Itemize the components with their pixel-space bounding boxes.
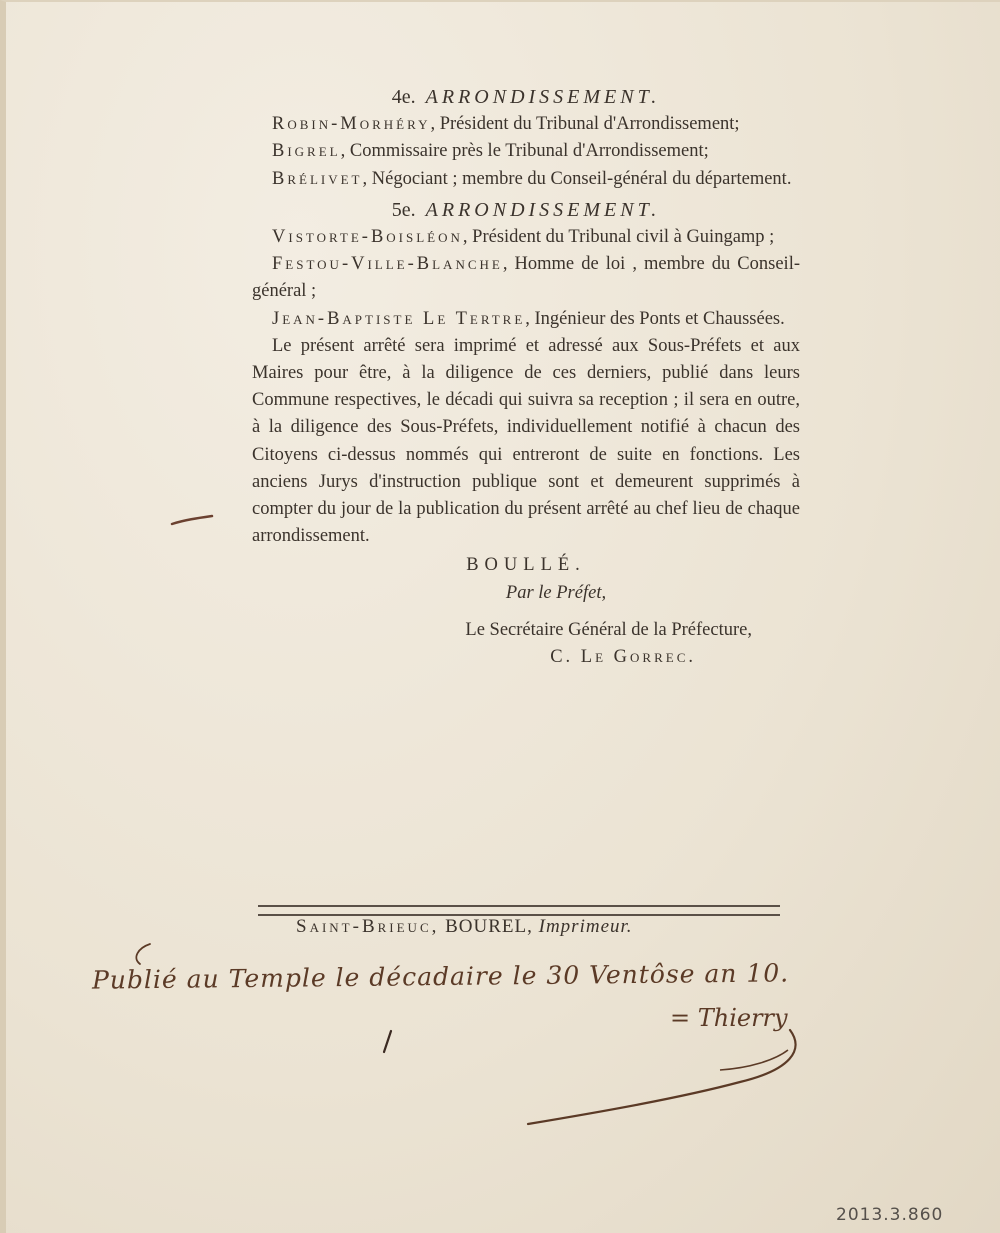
printer-role: Imprimeur.: [538, 916, 633, 937]
printer-imprint: [296, 916, 776, 938]
section-heading-4: [252, 84, 800, 111]
member-role: , Ingénieur des Ponts et Chaussées.: [525, 308, 785, 329]
member-name: Jean-Baptiste Le Tertre: [272, 308, 526, 329]
member-entry: [252, 166, 800, 193]
handwritten-publication-note: Publié au Temple le décadaire le 30 Ventôse an 10.: [91, 958, 790, 995]
handwritten-signature: = Thierry: [670, 1004, 788, 1032]
decree-paragraph: Le présent arrêté sera imprimé et adressé aux Sous-Préfets et aux Maires pour être, à la diligence de ces derniers, publié dans leurs Commune respectives, le décadi qui suivra sa reception ; il sera en outre, à la diligence des Sous-Préfets, individuellement notifié à chacun des Citoyens ci-dessus nommés qui entreront de suite en fonctions. Les anciens Jurys d'instruction publique sont et demeurent supprimés à compter du jour de la publication du présent arrêté au chef lieu de chaque arrondissement.: [252, 335, 800, 547]
signature-boulle: BOULLÉ.: [466, 555, 586, 576]
archive-inventory-number: 2013.3.860: [836, 1205, 944, 1225]
printer-city: Saint-Brieuc,: [296, 916, 440, 937]
member-entry: [252, 251, 800, 305]
section-title: ARRONDISSEMENT.: [425, 198, 661, 221]
member-entry: [252, 138, 800, 165]
margin-dash-mark-icon: [170, 512, 216, 528]
member-role: , Négociant ; membre du Conseil-général du département.: [362, 168, 792, 189]
member-entry: [252, 111, 800, 138]
printer-name: BOUREL,: [445, 916, 533, 937]
member-name: Vistorte-Boisléon: [272, 227, 463, 248]
member-role: , Commissaire près le Tribunal d'Arrondissement;: [340, 141, 709, 162]
section-title: ARRONDISSEMENT.: [425, 86, 661, 108]
signature-flourish-icon: [520, 1020, 820, 1130]
member-name: Robin-Morhéry: [272, 114, 431, 135]
member-name: Bigrel: [272, 141, 341, 162]
member-role: , Homme de loi , membre du Conseil-général ;: [252, 254, 800, 302]
member-name: Brélivet: [272, 168, 363, 189]
secretary-name: C. Le Gorrec.: [550, 647, 696, 668]
member-name: Festou-Ville-Blanche: [272, 254, 503, 275]
member-entry: [252, 224, 800, 251]
member-role: , Président du Tribunal civil à Guingamp ;: [462, 227, 775, 248]
section-heading-5: [252, 197, 800, 224]
printed-text-column: [252, 80, 800, 671]
double-rule-divider: [258, 905, 780, 916]
secretary-title: Le Secrétaire Général de la Préfecture,: [465, 619, 752, 640]
pen-stroke-mark-icon: [380, 1028, 394, 1056]
section-number: 4e.: [391, 86, 416, 108]
pen-hook-mark-icon: [126, 940, 156, 968]
member-entry: [252, 306, 800, 333]
section-number: 5e.: [391, 198, 416, 221]
par-le-prefet: Par le Préfet,: [505, 582, 607, 603]
member-role: , Président du Tribunal d'Arrondissement;: [430, 114, 740, 135]
